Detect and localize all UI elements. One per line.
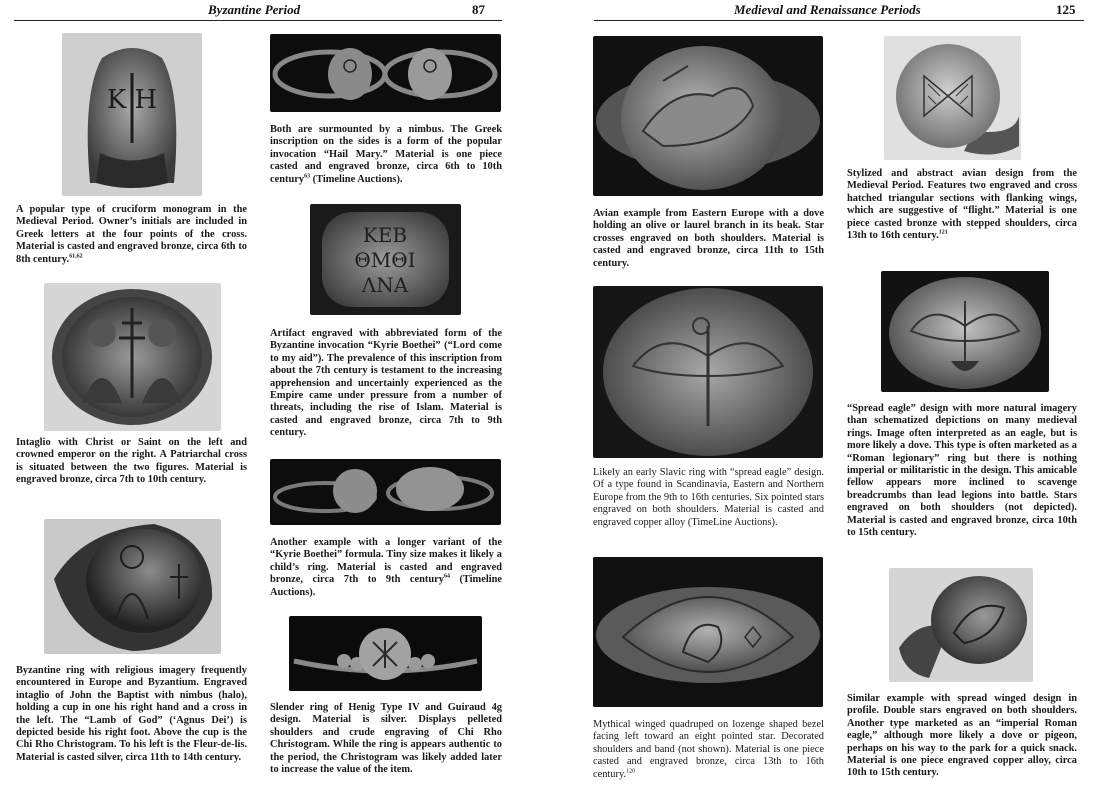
kyrie-line-2: ΘΜΘΙ: [354, 248, 416, 272]
profile-eagle-photo: [889, 568, 1033, 682]
caption-slavic: Likely an early Slavic ring with “spread eagle” design. Of a type found in Scandinavia, Eastern and Northern Europe from the 9th to 16th centuries. Six pointed stars engraved on both shoulders. Material is casted and engraved copper alloy (TimeLine Auctions).: [593, 467, 824, 528]
caption-child: Another example with a longer variant of the “Kyrie Boethei” formula. Tiny size makes it likely a child’s ring. Material is casted and engraved bronze, circa 7th to 9th century$^{64}$ (Timeline Auctions).: [270, 537, 502, 598]
baptist-ring-photo: [44, 519, 221, 654]
kyrie-ring-photo: [310, 204, 461, 315]
right-page-number: 125: [1056, 2, 1076, 17]
intaglio-ring-photo: [44, 283, 221, 431]
left-page-number: 87: [472, 2, 485, 17]
caption-cruciform: A popular type of cruciform monogram in the Medieval Period. Owner’s initials are included in Greek letters at the four points of the cross. Material is casted and engraved bronze, circa 6th to 8th century.$^{61,62}$: [16, 204, 247, 265]
monogram-letters: K H: [106, 85, 158, 115]
quadruped-ring-photo: [593, 557, 823, 707]
caption-baptist: Byzantine ring with religious imagery frequently encountered in Europe and Byzantium. Engraved intaglio of John the Baptist with nimbus (halo), holding a cup in one his right hand and a cross in the left. The “Lamb of God” (‘Agnus Dei’) is depicted beside his right foot. Above the cup is the Chi Rho Christogram. To his left is the Fleur-de-lis. Material is casted silver, circa 11th to 14th century.: [16, 665, 247, 763]
caption-spread-eagle: “Spread eagle” design with more natural imagery than schematized depictions on many medieval rings. Image often interpreted as an eagle, but is more likely a dove. This type is often marketed as a “Roman legionary” ring but there is nothing imperial or militaristic in the design. This amicable fellow appears more inclined to scavenge breadcrumbs than lead legions into battle. Stars engraved on both shoulders (not depicted). Material is casted and engraved bronze, circa 10th to 15th century.: [847, 403, 1077, 539]
kyrie-line-1: KEB: [362, 223, 408, 247]
spread-eagle-photo: [881, 271, 1049, 392]
caption-profile: Similar example with spread winged design in profile. Double stars engraved on both shoulders. Another type marketed as an “imperial Roman eagle,” although more likely a dove or pigeon, perhaps on his way to the park for a quick snack. Material is one piece engraved copper alloy, circa 10th to 15th century.: [847, 693, 1077, 779]
caption-intaglio: Intaglio with Christ or Saint on the left and crowned emperor on the right. A Patriarchal cross is situated between the two figures. Material is engraved bronze, circa 7th to 10th century.: [16, 437, 247, 486]
right-header-title: Medieval and Renaissance Periods: [734, 2, 921, 17]
right-page-header: [594, 0, 1084, 21]
left-header-title: Byzantine Period: [208, 2, 301, 17]
left-page-header: [14, 0, 502, 21]
child-rings-photo: [270, 459, 501, 525]
kyrie-line-3: ΛΝΑ: [361, 273, 409, 297]
nimbus-rings-photo: [270, 34, 501, 112]
dove-ring-photo: [593, 36, 823, 196]
slender-ring-photo: [289, 616, 482, 691]
caption-avian-dove: Avian example from Eastern Europe with a dove holding an olive or laurel branch in its beak. Star crosses engraved on both shoulders. Material is casted and engraved bronze, circa 11th to 15th century.: [593, 208, 824, 269]
caption-nimbus: Both are surmounted by a nimbus. The Greek inscription on the sides is a form of the popular invocation “Hail Mary.” Material is one piece casted and engraved bronze, circa 6th to 10th century$^{63}$ (Timeline Auctions).: [270, 124, 502, 185]
caption-slender: Slender ring of Henig Type IV and Guiraud 4g design. Material is silver. Displays pelleted shoulders and crude engraving of Chi Rho Christogram. While the ring is appears authentic to the period, the Christogram was likely added later to increase the value of the item.: [270, 702, 502, 776]
caption-kyrie: Artifact engraved with abbreviated form of the Byzantine invocation “Kyrie Boethei” (“Lord come to my aid”). The prevalence of this inscription from about the 7th century is testament to the increasing apprehension and uncertainly experienced as the Empire came under pressure from a number of threats, including the rise of Islam. Material is casted and engraved bronze, circa 7th to 9th century.: [270, 328, 502, 439]
caption-stylized: Stylized and abstract avian design from the Medieval Period. Features two engraved and cross hatched triangular sections with flanking wings, which are suggestive of “flight.” Material is one piece casted bronze with stepped shoulders, circa 13th to 16th century.$^{121}$: [847, 168, 1077, 242]
stylized-avian-photo: [884, 36, 1021, 160]
slavic-eagle-photo: [593, 286, 823, 458]
cruciform-ring-photo: [62, 33, 202, 196]
caption-quadruped: Mythical winged quadruped on lozenge shaped bezel facing left toward an eight pointed star. Decorated shoulders and band (not shown). Material is one piece casted and engraved bronze, circa 13th to 16th century.$^{120}$: [593, 719, 824, 780]
